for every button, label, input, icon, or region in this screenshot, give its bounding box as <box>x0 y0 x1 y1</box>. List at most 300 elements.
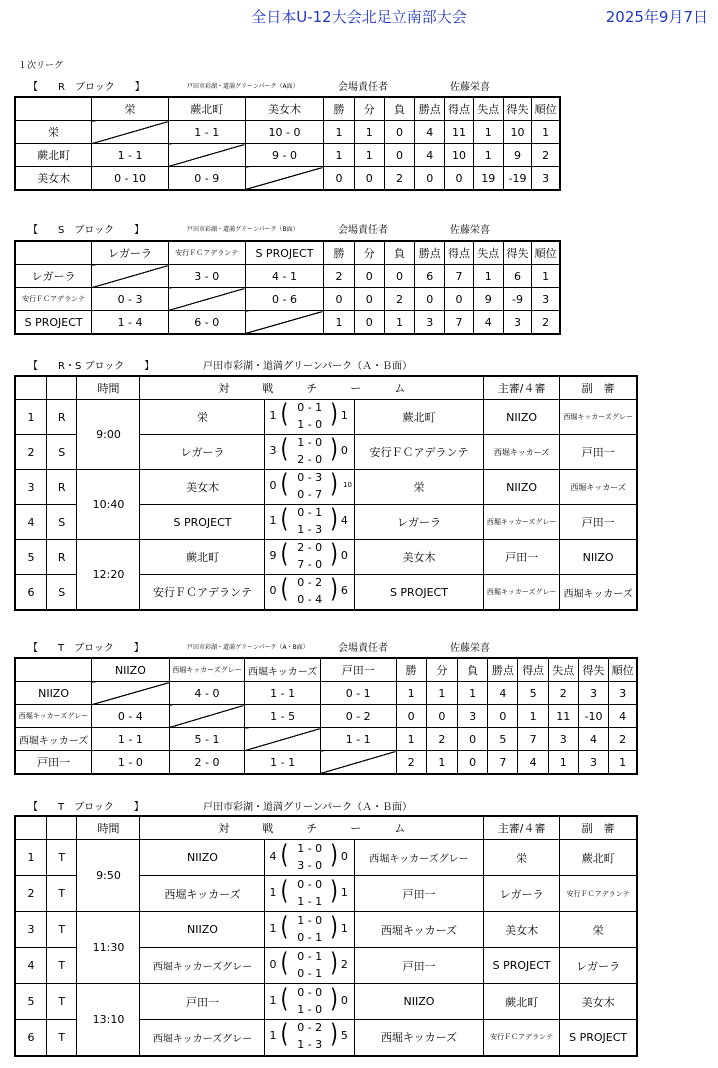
column-no <box>15 816 47 840</box>
assistant-referee: 西堀キッカーズ <box>560 575 637 611</box>
score-cell: 1 - 0 <box>92 751 170 775</box>
first-half-score: 0 - 1 <box>297 401 323 414</box>
bracket-left: ( <box>280 839 289 870</box>
column-team: 西堀キッカーズ <box>245 658 321 682</box>
bracket-left: ( <box>280 1019 289 1049</box>
match-no: 5 <box>15 540 47 575</box>
stat-cell: 9 <box>503 144 531 167</box>
kickoff-time: 10:40 <box>77 470 140 540</box>
block-title-t: 【 T ブロック 】 <box>28 643 144 654</box>
bracket-left: ( <box>280 911 289 942</box>
score-cell: 0 - 10 <box>92 167 169 191</box>
column-referee: 主審/４審 <box>484 376 560 400</box>
home-score: 9 <box>269 549 277 562</box>
away-score: 4 <box>340 514 348 527</box>
score-cell: 0 - 1 <box>320 682 396 705</box>
column-team: 安行ＦＣアデランテ <box>168 241 245 265</box>
self-match-cell <box>245 728 321 751</box>
home-team: 戸田一 <box>140 984 265 1020</box>
assistant-referee: 戸田一 <box>560 505 637 540</box>
home-team: 美女木 <box>140 470 265 505</box>
stat-cell: 1 <box>324 121 354 144</box>
first-half-score: 1 - 0 <box>297 436 323 449</box>
column-assistant: 副 審 <box>560 816 637 840</box>
venue-s: 戸田市彩湖・道満グリーンパーク（B面） <box>187 226 299 233</box>
score-cell: 10 - 0 <box>245 121 324 144</box>
schedule-table-rs <box>14 375 638 611</box>
score-cell: 2 - 0 <box>169 751 245 775</box>
first-half-score: 0 - 0 <box>297 877 323 891</box>
first-half-score: 0 - 3 <box>297 471 323 484</box>
stat-cell: -19 <box>503 167 531 191</box>
event-date: 2025年9月7日 <box>605 8 708 26</box>
referee: 戸田一 <box>484 540 560 575</box>
stat-cell: 7 <box>518 728 548 751</box>
column-block <box>47 816 77 840</box>
self-match-cell <box>320 751 396 775</box>
score-block <box>265 948 354 984</box>
match-no: 5 <box>15 984 47 1020</box>
stat-cell: 0 <box>324 167 354 191</box>
table-header-row <box>15 97 560 121</box>
column-stat: 失点 <box>473 241 503 265</box>
column-stat: 勝 <box>324 97 354 121</box>
block-title-r: 【 R ブロック 】 <box>28 82 145 93</box>
bracket-right: ) <box>330 399 338 429</box>
table-row <box>15 121 560 144</box>
away-score: 1 <box>340 885 348 899</box>
row-team: NIIZO <box>15 682 92 705</box>
table-header-row <box>15 658 637 682</box>
stat-cell: 4 <box>518 751 548 775</box>
stat-cell: 2 <box>426 728 457 751</box>
stat-cell: 2 <box>548 682 578 705</box>
away-score: 6 <box>340 584 348 597</box>
referee: 西堀キッカーズグレー <box>484 505 560 540</box>
assistant-referee: 戸田一 <box>560 435 637 470</box>
score-cell: 1 - 1 <box>245 682 321 705</box>
score-cell: 0 - 4 <box>92 705 170 728</box>
home-score: 1 <box>269 993 277 1007</box>
kickoff-time: 9:00 <box>77 400 140 470</box>
stat-cell: 4 <box>488 682 518 705</box>
second-half-score: 2 - 0 <box>297 453 323 466</box>
stat-cell: 3 <box>609 682 637 705</box>
score-cell: 1 - 4 <box>92 311 169 335</box>
bracket-right: ) <box>330 434 338 464</box>
score-cell: 1 - 1 <box>168 121 245 144</box>
score-cell: 0 - 6 <box>245 288 324 311</box>
stat-cell: 5 <box>488 728 518 751</box>
stat-cell: 1 <box>426 751 457 775</box>
stat-cell: 9 <box>473 288 503 311</box>
bracket-left: ( <box>280 539 289 569</box>
stat-cell: 10 <box>503 121 531 144</box>
score-cell: 1 - 5 <box>245 705 321 728</box>
bracket-right: ) <box>330 539 338 569</box>
score-cell: 0 - 3 <box>92 288 169 311</box>
bracket-right: ) <box>330 947 338 978</box>
table-row <box>15 288 560 311</box>
second-half-score: 1 - 3 <box>297 1038 323 1052</box>
column-stat: 分 <box>354 97 384 121</box>
column-stat: 負 <box>384 241 414 265</box>
match-block: S <box>47 505 77 540</box>
column-stat: 順位 <box>609 658 637 682</box>
match-block: T <box>47 948 77 984</box>
away-score: 5 <box>340 1029 348 1043</box>
table-header-row <box>15 241 560 265</box>
manager-name-s: 佐藤栄喜 <box>450 225 490 236</box>
column-stat: 分 <box>426 658 457 682</box>
kickoff-time: 13:10 <box>77 984 140 1056</box>
stat-cell: 0 <box>354 288 384 311</box>
stat-cell: 4 <box>415 144 445 167</box>
match-row <box>15 840 637 876</box>
schedule-header-row <box>15 376 637 400</box>
first-half-score: 1 - 0 <box>297 841 323 855</box>
column-stat: 勝点 <box>415 97 445 121</box>
first-half-score: 0 - 0 <box>297 985 323 999</box>
stat-cell: 3 <box>532 288 560 311</box>
first-half-score: 1 - 0 <box>297 913 323 927</box>
match-no: 4 <box>15 948 47 984</box>
second-half-score: 0 - 7 <box>297 488 323 501</box>
referee: NIIZO <box>484 400 560 435</box>
score-block <box>265 505 354 540</box>
score-cell: 3 - 0 <box>168 265 245 288</box>
table-row <box>15 167 560 191</box>
assistant-referee: 栄 <box>560 912 637 948</box>
match-row <box>15 984 637 1020</box>
manager-label-s: 会場責任者 <box>338 225 388 236</box>
first-half-score: 0 - 1 <box>297 949 323 963</box>
bracket-right: ) <box>330 574 338 604</box>
match-no: 4 <box>15 505 47 540</box>
stat-cell: 0 <box>488 705 518 728</box>
stat-cell: 0 <box>396 705 426 728</box>
league-table-s <box>14 240 561 335</box>
stat-cell: -9 <box>503 288 531 311</box>
home-score: 0 <box>269 479 277 492</box>
referee: 美女木 <box>484 912 560 948</box>
first-half-score: 0 - 2 <box>297 1021 323 1035</box>
stat-cell: 1 <box>457 682 487 705</box>
match-block: S <box>47 435 77 470</box>
home-score: 1 <box>269 885 277 899</box>
column-stat: 順位 <box>532 241 560 265</box>
league-label: １次リーグ <box>18 61 64 71</box>
match-block: T <box>47 912 77 948</box>
away-team: 蕨北町 <box>354 400 483 435</box>
corner-cell <box>15 97 92 121</box>
away-team: 西堀キッカーズ <box>354 912 483 948</box>
score-cell: 5 - 1 <box>169 728 245 751</box>
match-block: T <box>47 840 77 876</box>
referee: S PROJECT <box>484 948 560 984</box>
kickoff-time: 11:30 <box>77 912 140 984</box>
venue-r: 戸田市彩湖・道満グリーンパーク（A面） <box>187 83 299 90</box>
corner-cell <box>15 241 92 265</box>
match-block: R <box>47 470 77 505</box>
stat-cell: 0 <box>384 144 414 167</box>
home-score: 3 <box>269 444 277 457</box>
assistant-referee: 蕨北町 <box>560 840 637 876</box>
column-team: 美女木 <box>245 97 324 121</box>
venue-t: 戸田市彩湖・道満グリーンパーク（A・B面） <box>187 644 309 651</box>
column-team: S PROJECT <box>245 241 324 265</box>
away-team: 戸田一 <box>354 876 483 912</box>
row-team: 蕨北町 <box>15 144 92 167</box>
row-team: 西堀キッカーズグレー <box>15 705 92 728</box>
stat-cell: 1 <box>426 682 457 705</box>
stat-cell: 19 <box>473 167 503 191</box>
stat-cell: 2 <box>396 751 426 775</box>
stat-cell: 0 <box>384 265 414 288</box>
column-stat: 得点 <box>518 658 548 682</box>
stat-cell: 0 <box>415 167 445 191</box>
first-half-score: 0 - 1 <box>297 506 323 519</box>
assistant-referee: S PROJECT <box>560 1020 637 1056</box>
stat-cell: 6 <box>415 265 445 288</box>
column-stat: 得点 <box>445 97 473 121</box>
away-team: 西堀キッカーズグレー <box>354 840 483 876</box>
assistant-referee: 西堀キッカーズ <box>560 470 637 505</box>
referee: 栄 <box>484 840 560 876</box>
away-team: 安行ＦＣアデランテ <box>354 435 483 470</box>
column-referee: 主審/４審 <box>484 816 560 840</box>
schedule-title-rs: 【 R・S ブロック 】 <box>28 361 155 372</box>
schedule-header-row <box>15 816 637 840</box>
away-team: NIIZO <box>354 984 483 1020</box>
bracket-left: ( <box>280 574 289 604</box>
column-stat: 得失 <box>503 97 531 121</box>
home-score: 4 <box>269 849 277 863</box>
match-no: 2 <box>15 876 47 912</box>
stat-cell: 0 <box>384 121 414 144</box>
bracket-right: ) <box>330 504 338 534</box>
home-score: 1 <box>269 921 277 935</box>
score-cell: 1 - 1 <box>92 144 169 167</box>
column-stat: 勝点 <box>488 658 518 682</box>
assistant-referee: 安行ＦＣアデランテ <box>560 876 637 912</box>
table-row <box>15 144 560 167</box>
column-team: レガーラ <box>92 241 169 265</box>
match-row <box>15 540 637 575</box>
column-stat: 負 <box>384 97 414 121</box>
home-team: 西堀キッカーズグレー <box>140 1020 265 1056</box>
stat-cell: 1 <box>518 705 548 728</box>
stat-cell: 0 <box>445 167 473 191</box>
column-stat: 得点 <box>445 241 473 265</box>
home-score: 1 <box>269 409 277 422</box>
row-team: S PROJECT <box>15 311 92 335</box>
stat-cell: 0 <box>457 751 487 775</box>
score-block <box>265 1020 354 1056</box>
away-score: 1 <box>340 409 348 422</box>
corner-cell <box>15 658 92 682</box>
column-team: 西堀キッカーズグレー <box>169 658 245 682</box>
home-score: 1 <box>269 514 277 527</box>
stat-cell: 1 <box>532 121 560 144</box>
stat-cell: 7 <box>445 265 473 288</box>
home-team: 安行ＦＣアデランテ <box>140 575 265 611</box>
stat-cell: 1 <box>532 265 560 288</box>
away-team: S PROJECT <box>354 575 483 611</box>
score-block <box>265 840 354 876</box>
stat-cell: 2 <box>324 265 354 288</box>
stat-cell: 2 <box>532 144 560 167</box>
self-match-cell <box>169 705 245 728</box>
bracket-right: ) <box>330 839 338 870</box>
score-cell: 9 - 0 <box>245 144 324 167</box>
bracket-left: ( <box>280 434 289 464</box>
score-block <box>265 912 354 948</box>
stat-cell: 0 <box>354 167 384 191</box>
stat-cell: 0 <box>415 288 445 311</box>
stat-cell: 0 <box>445 288 473 311</box>
stat-cell: 0 <box>354 265 384 288</box>
column-team: 蕨北町 <box>168 97 245 121</box>
stat-cell: 3 <box>548 728 578 751</box>
column-stat: 負 <box>457 658 487 682</box>
away-team: 戸田一 <box>354 948 483 984</box>
league-table-r <box>14 96 561 191</box>
bracket-left: ( <box>280 947 289 978</box>
table-row <box>15 682 637 705</box>
manager-label-t: 会場責任者 <box>338 643 388 654</box>
score-cell: 0 - 9 <box>168 167 245 191</box>
column-match: 対 戦 チ ー ム <box>140 376 484 400</box>
self-match-cell <box>92 121 169 144</box>
stat-cell: 6 <box>503 265 531 288</box>
home-team: 西堀キッカーズグレー <box>140 948 265 984</box>
stat-cell: 1 <box>384 311 414 335</box>
column-stat: 勝点 <box>415 241 445 265</box>
self-match-cell <box>245 311 324 335</box>
away-team: レガーラ <box>354 505 483 540</box>
away-score: 0 <box>340 849 348 863</box>
self-match-cell <box>92 265 169 288</box>
score-block <box>265 400 354 435</box>
stat-cell: 4 <box>578 728 608 751</box>
referee: 西堀キッカーズ <box>484 435 560 470</box>
column-time: 時間 <box>77 376 140 400</box>
bracket-left: ( <box>280 504 289 534</box>
match-no: 6 <box>15 575 47 611</box>
score-cell: 4 - 1 <box>245 265 324 288</box>
score-cell: 1 - 1 <box>245 751 321 775</box>
stat-cell: 0 <box>426 705 457 728</box>
match-row <box>15 470 637 505</box>
table-row <box>15 265 560 288</box>
schedule-title-t: 【 T ブロック 】 <box>28 802 144 813</box>
home-team: S PROJECT <box>140 505 265 540</box>
column-time: 時間 <box>77 816 140 840</box>
match-no: 3 <box>15 912 47 948</box>
column-team: NIIZO <box>92 658 170 682</box>
referee: レガーラ <box>484 876 560 912</box>
kickoff-time: 9:50 <box>77 840 140 912</box>
bracket-right: ) <box>330 911 338 942</box>
away-score: 2 <box>340 957 348 971</box>
table-row <box>15 311 560 335</box>
column-stat: 勝 <box>396 658 426 682</box>
away-score: 0 <box>340 549 348 562</box>
column-stat: 失点 <box>473 97 503 121</box>
self-match-cell <box>245 167 324 191</box>
schedule-venue-rs: 戸田市彩湖・道満グリーンパーク（Ａ・Ｂ面） <box>203 361 413 372</box>
away-score: 1 <box>340 921 348 935</box>
away-team: 栄 <box>354 470 483 505</box>
second-half-score: 1 - 0 <box>297 418 323 431</box>
schedule-venue-t: 戸田市彩湖・道満グリーンパーク（Ａ・Ｂ面） <box>203 802 413 813</box>
column-block <box>47 376 77 400</box>
stat-cell: 7 <box>488 751 518 775</box>
stat-cell: 3 <box>415 311 445 335</box>
match-no: 6 <box>15 1020 47 1056</box>
score-cell: 4 - 0 <box>169 682 245 705</box>
stat-cell: 11 <box>548 705 578 728</box>
match-block: R <box>47 400 77 435</box>
stat-cell: 7 <box>445 311 473 335</box>
away-team: 美女木 <box>354 540 483 575</box>
score-cell: 6 - 0 <box>168 311 245 335</box>
home-team: NIIZO <box>140 912 265 948</box>
score-block <box>265 575 354 611</box>
stat-cell: 3 <box>503 311 531 335</box>
bracket-right: ) <box>330 1019 338 1049</box>
bracket-right: ) <box>330 875 338 906</box>
stat-cell: 5 <box>518 682 548 705</box>
match-block: T <box>47 1020 77 1056</box>
block-title-s: 【 S ブロック 】 <box>28 225 145 236</box>
stat-cell: 3 <box>532 167 560 191</box>
column-stat: 失点 <box>548 658 578 682</box>
column-stat: 得失 <box>503 241 531 265</box>
row-team: 戸田一 <box>15 751 92 775</box>
away-score: 0 <box>340 993 348 1007</box>
stat-cell: 3 <box>578 682 608 705</box>
match-block: S <box>47 575 77 611</box>
stat-cell: 1 <box>548 751 578 775</box>
score-block <box>265 540 354 575</box>
column-no <box>15 376 47 400</box>
stat-cell: 1 <box>324 144 354 167</box>
home-score: 0 <box>269 957 277 971</box>
stat-cell: 2 <box>384 167 414 191</box>
manager-label-r: 会場責任者 <box>338 82 388 93</box>
bracket-right: ) <box>330 983 338 1014</box>
self-match-cell <box>168 288 245 311</box>
stat-cell: 4 <box>473 311 503 335</box>
assistant-referee: レガーラ <box>560 948 637 984</box>
table-row <box>15 728 637 751</box>
bracket-left: ( <box>280 399 289 429</box>
referee: NIIZO <box>484 470 560 505</box>
column-team: 栄 <box>92 97 169 121</box>
column-stat: 得失 <box>578 658 608 682</box>
away-score: 10 <box>342 481 352 489</box>
away-score: 0 <box>340 444 348 457</box>
score-block <box>265 470 354 505</box>
match-row <box>15 912 637 948</box>
stat-cell: 2 <box>532 311 560 335</box>
match-no: 1 <box>15 400 47 435</box>
score-cell: 0 - 2 <box>320 705 396 728</box>
column-stat: 分 <box>354 241 384 265</box>
stat-cell: 3 <box>578 751 608 775</box>
